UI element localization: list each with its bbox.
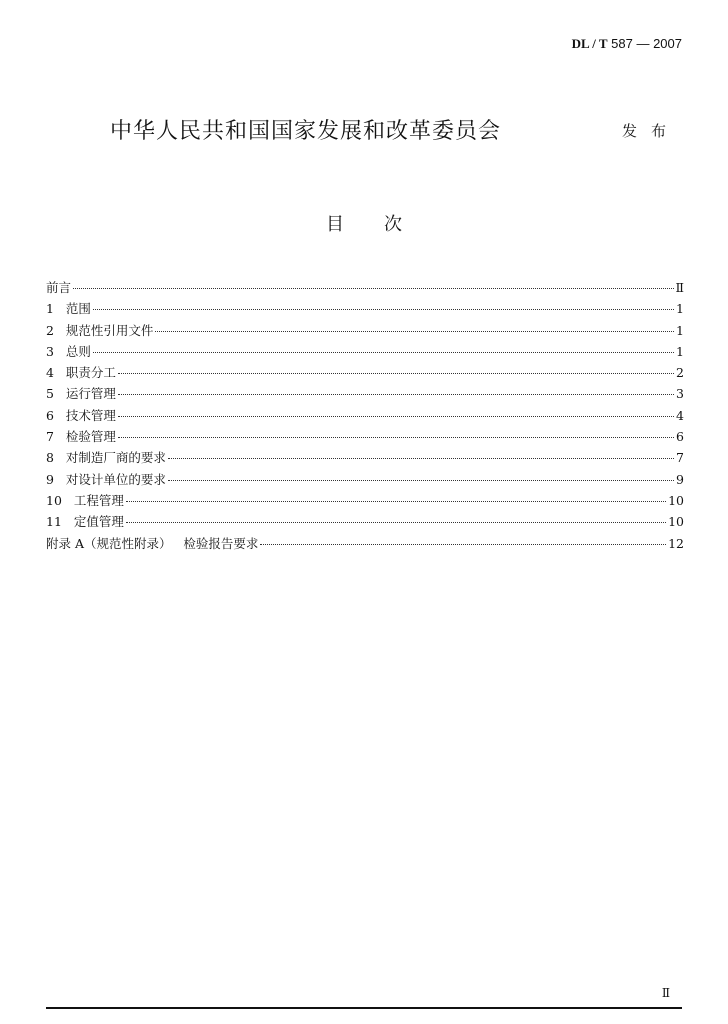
toc-entry[interactable]	[46, 363, 684, 384]
toc-entry-page: 12	[668, 535, 684, 551]
toc-entry-label: 2 规范性引用文件	[46, 322, 154, 338]
toc-entry-label: 8 对制造厂商的要求	[46, 450, 166, 466]
toc-entry-page: 4	[676, 407, 684, 423]
toc-dot-leader	[93, 352, 674, 353]
toc-entry-page: 3	[676, 386, 684, 402]
toc-dot-leader	[118, 416, 674, 417]
toc-dot-leader	[118, 437, 674, 438]
toc-entry-label: 3 总则	[46, 343, 91, 359]
toc-entry-page: 6	[676, 429, 684, 445]
toc-entry[interactable]	[46, 384, 684, 405]
toc-entry[interactable]	[46, 427, 684, 448]
toc-entry[interactable]	[46, 321, 684, 342]
standard-number	[572, 36, 682, 52]
toc-entry-label: 11 定值管理	[46, 514, 124, 530]
toc-entry[interactable]	[46, 534, 684, 555]
toc-entry[interactable]	[46, 491, 684, 512]
toc-entry-page: 10	[668, 492, 684, 508]
standard-number-year: 587 — 2007	[607, 36, 682, 51]
toc-title: 目次	[326, 214, 442, 235]
toc-entry-label: 1 范围	[46, 301, 91, 317]
toc-dot-leader	[168, 480, 674, 481]
toc-entry[interactable]	[46, 470, 684, 491]
toc-entry-page: 2	[676, 365, 684, 381]
toc-entry-label: 4 职责分工	[46, 365, 116, 381]
toc-entry-label: 7 检验管理	[46, 429, 116, 445]
toc-entry[interactable]	[46, 406, 684, 427]
toc-dot-leader	[118, 373, 674, 374]
toc-entry[interactable]	[46, 448, 684, 469]
toc-dot-leader	[118, 394, 674, 395]
toc-dot-leader	[260, 544, 666, 545]
issuing-authority: 中华人民共和国国家发展和改革委员会	[110, 119, 502, 144]
toc-entry[interactable]	[46, 299, 684, 320]
toc-entry-label: 前言	[46, 280, 72, 295]
toc-entry-page: 7	[676, 450, 684, 466]
toc-entry-label: 9 对设计单位的要求	[46, 471, 166, 487]
toc-dot-leader	[73, 288, 673, 289]
toc-dot-leader	[155, 331, 674, 332]
toc-entry[interactable]	[46, 278, 684, 299]
page-number: Ⅱ	[661, 986, 670, 1000]
toc-dot-leader	[168, 458, 674, 459]
toc-dot-leader	[93, 309, 674, 310]
toc-entry[interactable]	[46, 342, 684, 363]
toc-entry-label: 附录 A（规范性附录） 检验报告要求	[46, 535, 259, 551]
toc-entry-page: 10	[668, 514, 684, 530]
issue-label: 发布	[622, 122, 681, 140]
toc-entry-label: 10 工程管理	[46, 492, 124, 508]
toc-dot-leader	[126, 501, 666, 502]
toc-dot-leader	[126, 522, 666, 523]
toc-entry[interactable]	[46, 512, 684, 533]
standard-code: DL / T	[571, 36, 608, 51]
footer-rule	[46, 1007, 682, 1009]
toc-entry-page: 1	[676, 301, 684, 317]
toc-entry-page: 1	[676, 343, 684, 359]
toc-entry-label: 5 运行管理	[46, 386, 116, 402]
toc-entry-page: 1	[676, 322, 684, 338]
toc-entry-page: Ⅱ	[675, 280, 684, 295]
table-of-contents	[46, 278, 684, 555]
toc-entry-page: 9	[676, 471, 684, 487]
toc-entry-label: 6 技术管理	[46, 407, 116, 423]
